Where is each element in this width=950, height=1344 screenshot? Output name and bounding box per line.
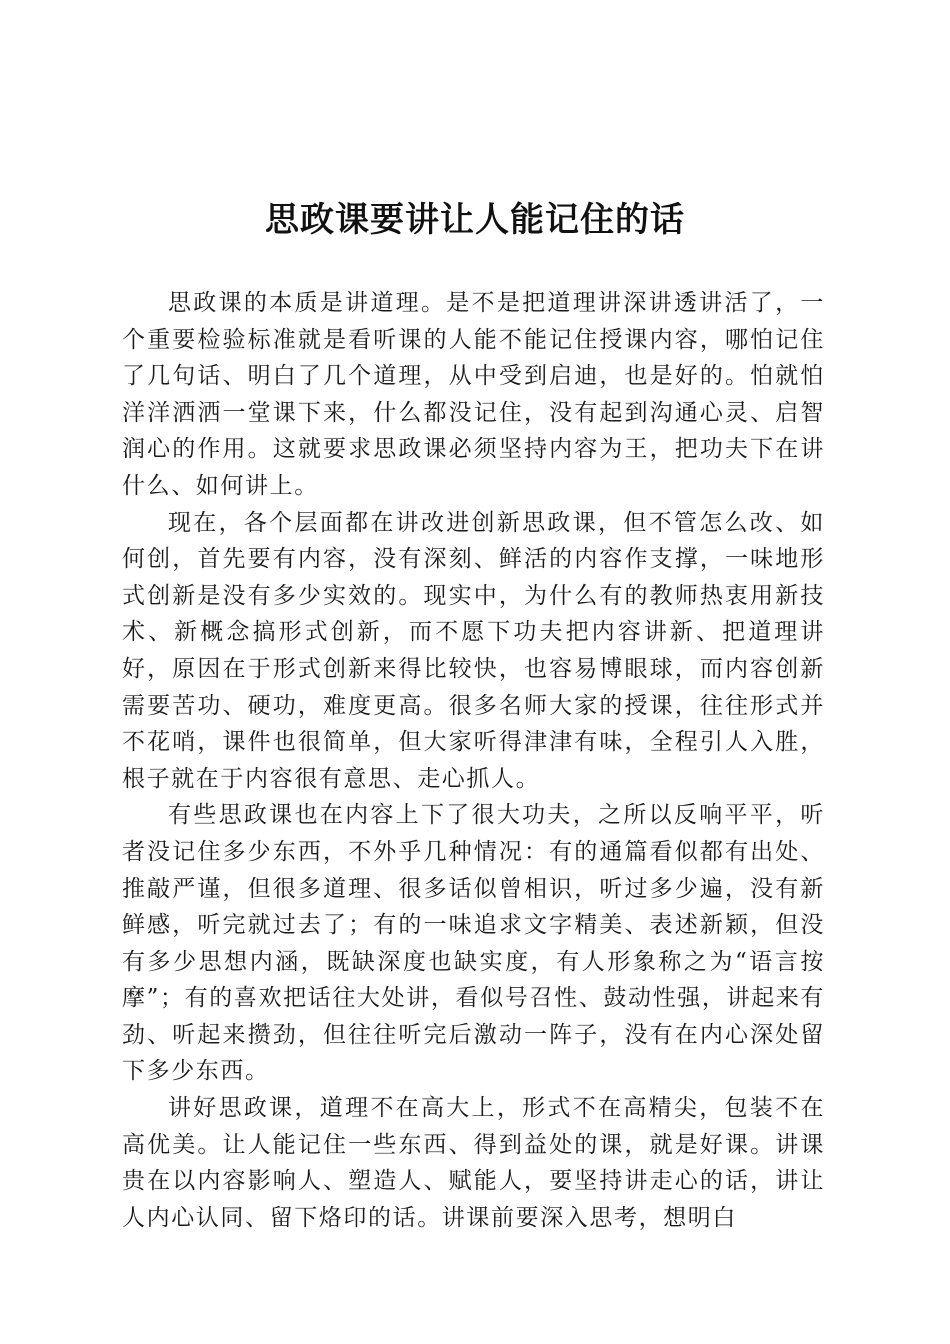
paragraph-1: 思政课的本质是讲道理。是不是把道理讲深讲透讲活了，一个重要检验标准就是看听课的人能不能记住授课内容，哪怕记住了几句话、明白了几个道理，从中受到启迪，也是好的。怕就怕洋洋洒洒一堂课下来，什么都没记住，没有起到沟通心灵、启智润心的作用。这就要求思政课必须坚持内容为王，把功夫下在讲什么、如何讲上。	[122, 290, 825, 499]
paragraph-4: 讲好思政课，道理不在高大上，形式不在高精尖，包装不在高优美。让人能记住一些东西、得到益处的课，就是好课。讲课贵在以内容影响人、塑造人、赋能人，要坚持讲走心的话，讲让人内心认同、留下烙印的话。讲课前要深入思考，想明白	[122, 1095, 825, 1231]
article-body	[122, 285, 825, 1236]
paragraph-2: 现在，各个层面都在讲改进创新思政课，但不管怎么改、如何创，首先要有内容，没有深刻、鲜活的内容作支撑，一味地形式创新是没有多少实效的。现实中，为什么有的教师热衷用新技术、新概念搞形式创新，而不愿下功夫把内容讲新、把道理讲好，原因在于形式创新来得比较快，也容易博眼球，而内容创新需要苦功、硬功，难度更高。很多名师大家的授课，往往形式并不花哨，课件也很简单，但大家听得津津有味，全程引人入胜，根子就在于内容很有意思、走心抓人。	[122, 509, 825, 792]
paragraph-3: 有些思政课也在内容上下了很大功夫，之所以反响平平，听者没记住多少东西，不外乎几种情况：有的通篇看似都有出处、推敲严谨，但很多道理、很多话似曾相识，听过多少遍，没有新鲜感，听完就过去了；有的一味追求文字精美、表述新颖，但没有多少思想内涵，既缺深度也缺实度，有人形象称之为“语言按摩”；有的喜欢把话往大处讲，看似号召性、鼓动性强，讲起来有劲、听起来攒劲，但往往听完后激动一阵子，没有在内心深处留下多少东西。	[122, 802, 825, 1085]
page-title: 思政课要讲让人能记住的话	[265, 200, 685, 240]
